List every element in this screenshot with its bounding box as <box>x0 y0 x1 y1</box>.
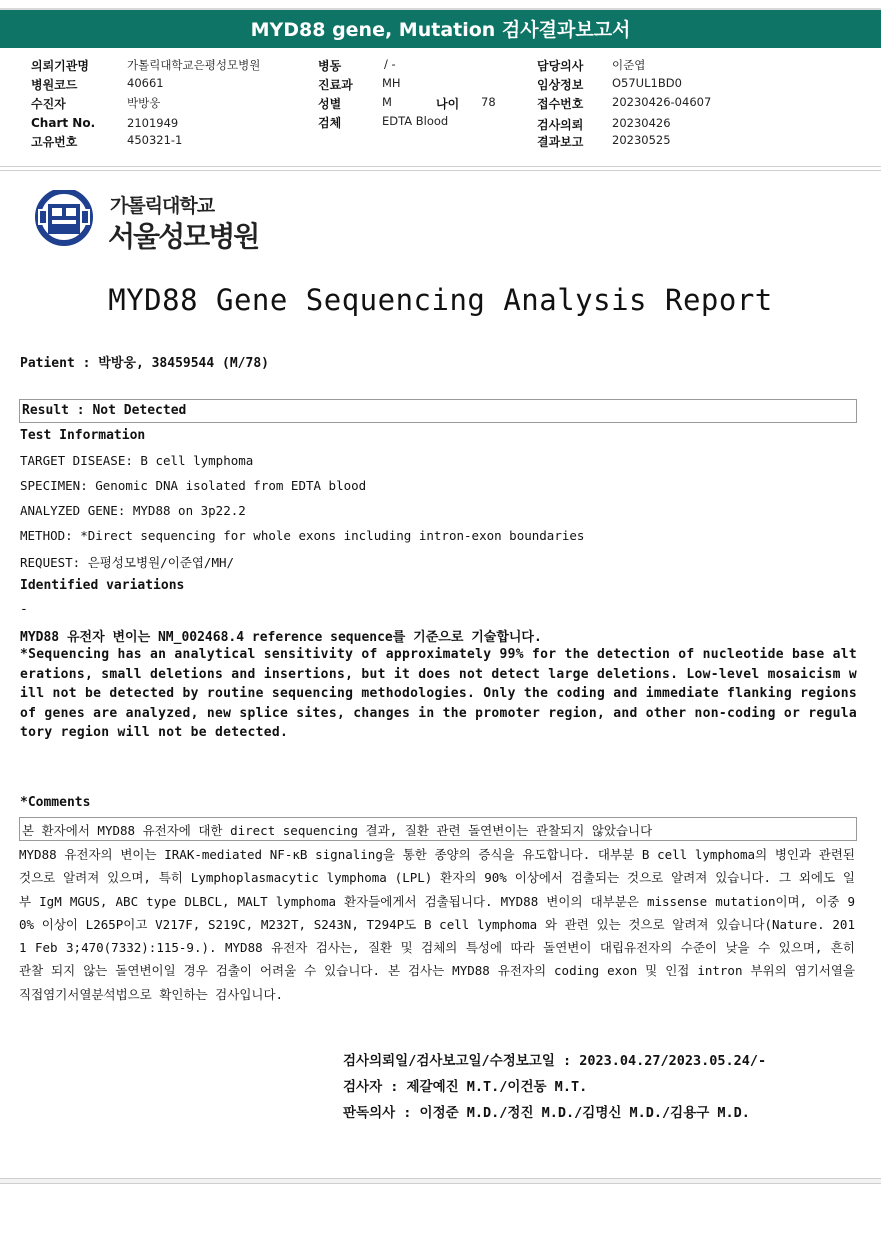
request-date-label: 검사의뢰 <box>537 118 584 132</box>
header-divider-2 <box>0 170 881 171</box>
clinical-value: O57UL1BD0 <box>612 76 682 90</box>
request-date-value: 20230426 <box>612 116 671 130</box>
comment-body: MYD88 유전자의 변이는 IRAK-mediated NF-κB signaling을 통한 종양의 증식을 유도합니다. 대부분 B cell lymphoma의 병인과 관련된 것으로 알려져 있으며, 특히 Lymphoplasmacytic lymphoma (LPL) 환자의 90% 이상에서 검출되는 것으로 알려져 있습니다. 그 외에도 일부 IgM MGUS, ABC type DLBCL, MALT lymphoma 환자들에게서 검출됩니다. MYD88 변이의 대부분은 missense mutation이며, 이중 90% 이상이 L265P이고 V217F, S219C, M232T, S243N, T294P도 B cell lymphoma 와 관련 있는 것으로 알려져 있습니다(Nature. 2011 Feb 3;470(7332):115-9.). MYD88 유전자 검사는, 질환 및 검체의 특성에 따라 돌연변이 대립유전자의 수준이 낮을 수 있으며, 흔히 관찰 되지 않는 돌연변이일 경우 검출이 어려울 수 있습니다. 본 검사는 MYD88 유전자의 coding exon 및 인접 intron 부위의 염기서열을 직접염기서열분석법으로 확인하는 검사입니다. <box>19 847 855 1002</box>
specimen-label: 검체 <box>318 116 342 130</box>
chart-no-value: 2101949 <box>127 116 179 130</box>
ward-label: 병동 <box>318 59 342 73</box>
institution-label: 의뢰기관명 <box>31 59 89 73</box>
tester-line: 검사자 : 제갈예진 M.T./이건동 M.T. <box>343 1079 588 1095</box>
doctor-value: 이준엽 <box>612 58 646 72</box>
ward-value: / - <box>384 57 396 71</box>
hospital-code-value: 40661 <box>127 76 164 90</box>
department-value: MH <box>382 76 401 90</box>
dates-line: 검사의뢰일/검사보고일/수정보고일 : 2023.04.27/2023.05.24/- <box>343 1053 767 1069</box>
patient-label: 수진자 <box>31 97 66 111</box>
sex-label: 성별 <box>318 97 342 111</box>
sensitivity-note: *Sequencing has an analytical sensitivity of approximately 99% for the detection of nucleotide base alterations, small deletions and insertions, but it does not detect large deletions. Low-level mosaicism will not be detected by routine sequencing methodologies. Only the coding and immediate flanking regions of genes are analyzed, new splice sites, changes in the promoter region, and other non-coding or regulatory region will not be detected. <box>20 647 858 741</box>
request-line: REQUEST: 은평성모병원/이준엽/MH/ <box>20 555 235 570</box>
age-label: 나이 <box>436 97 460 111</box>
age-value: 78 <box>481 95 496 109</box>
variations-value: - <box>20 602 28 617</box>
doctor-label: 담당의사 <box>537 59 584 73</box>
catholic-emblem-icon <box>38 191 90 243</box>
patient-line: Patient : 박방웅, 38459544 (M/78) <box>20 356 269 371</box>
header-divider <box>0 166 881 167</box>
analyzed-gene: ANALYZED GENE: MYD88 on 3p22.2 <box>20 503 246 518</box>
report-date-label: 결과보고 <box>537 135 584 149</box>
logo-hospital-name: 서울성모병원 <box>108 220 259 253</box>
test-info-heading: Test Information <box>20 428 146 443</box>
specimen-line: SPECIMEN: Genomic DNA isolated from EDTA blood <box>20 478 367 493</box>
patient-info-table <box>0 54 881 154</box>
comments-heading: *Comments <box>20 795 91 810</box>
receipt-value: 20230426-04607 <box>612 95 712 109</box>
target-disease: TARGET DISEASE: B cell lymphoma <box>20 453 254 468</box>
comment-box <box>19 817 857 841</box>
chart-no-label: Chart No. <box>31 116 96 130</box>
comment-summary: 본 환자에서 MYD88 유전자에 대한 direct sequencing 결과, 질환 관련 돌연변이는 관찰되지 않았습니다 <box>22 823 653 838</box>
receipt-label: 접수번호 <box>537 97 584 111</box>
logo-subtitle: 가톨릭대학교 <box>110 195 215 217</box>
variations-heading: Identified variations <box>20 578 185 593</box>
patient-value: 박방웅 <box>127 96 161 110</box>
method-line: METHOD: *Direct sequencing for whole exons including intron-exon boundaries <box>20 528 585 543</box>
result-line: Result : Not Detected <box>22 403 187 418</box>
unique-no-label: 고유번호 <box>31 135 78 149</box>
report-heading: MYD88 Gene Sequencing Analysis Report <box>108 283 773 317</box>
specimen-value: EDTA Blood <box>382 114 449 128</box>
report-date-value: 20230525 <box>612 133 671 147</box>
reference-line: MYD88 유전자 변이는 NM_002468.4 reference sequence를 기준으로 기술합니다. <box>20 630 542 645</box>
report-title-bar: MYD88 gene, Mutation 검사결과보고서 <box>0 8 881 48</box>
institution-value: 가톨릭대학교은평성모병원 <box>127 58 261 72</box>
hospital-code-label: 병원코드 <box>31 78 78 92</box>
reader-line: 판독의사 : 이정준 M.D./정진 M.D./김명신 M.D./김용구 M.D. <box>343 1105 750 1121</box>
clinical-label: 임상정보 <box>537 78 584 92</box>
unique-no-value: 450321-1 <box>127 133 183 147</box>
sex-value: M <box>382 95 392 109</box>
footer-divider <box>0 1178 881 1184</box>
department-label: 진료과 <box>318 78 353 92</box>
result-box <box>19 399 857 423</box>
